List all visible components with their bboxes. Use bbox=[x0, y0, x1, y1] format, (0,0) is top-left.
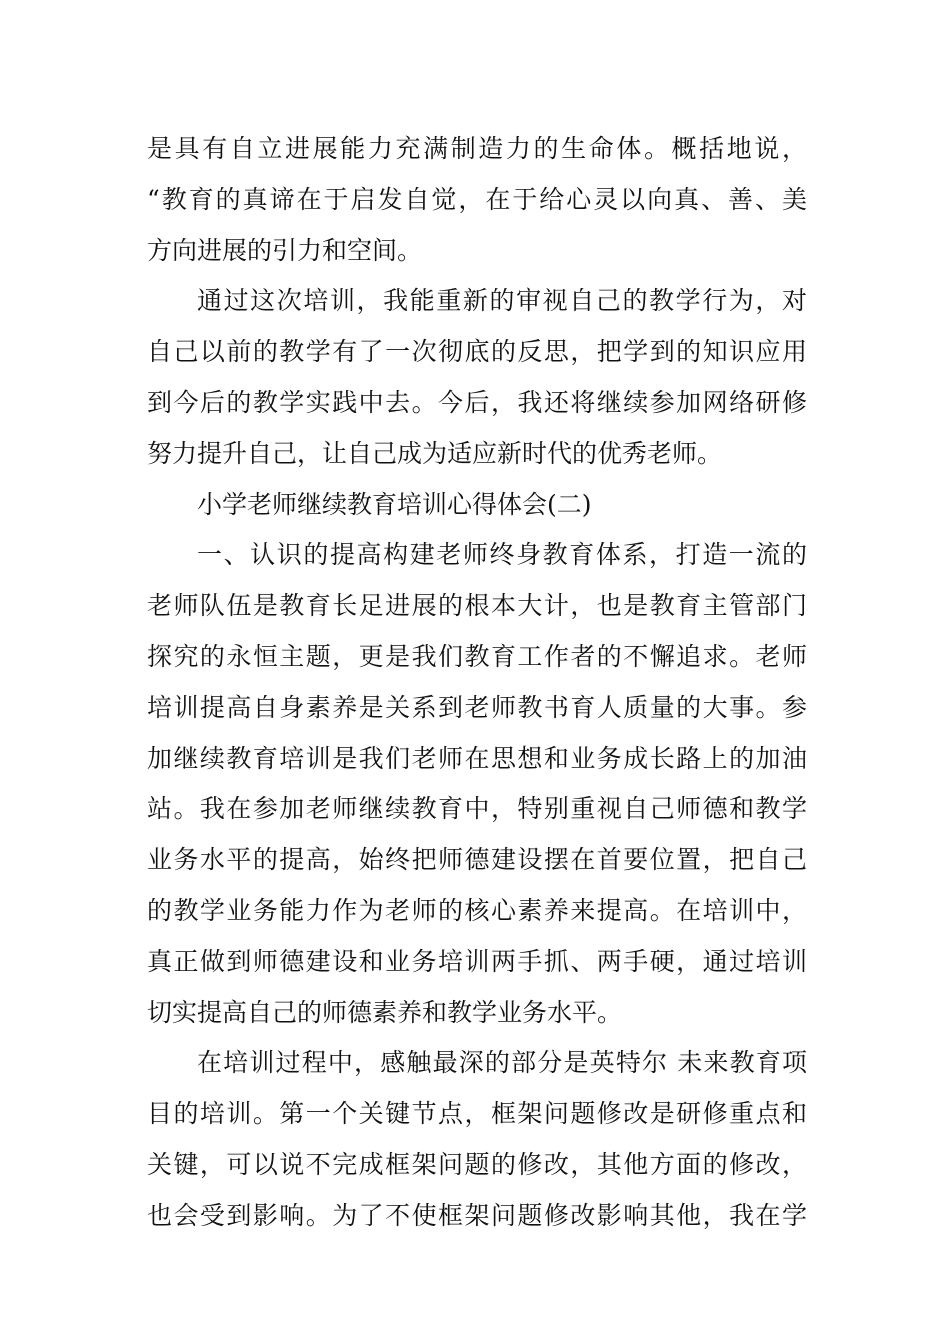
paragraph-line: 培训提高自身素养是关系到老师教书育人质量的大事。参 bbox=[147, 692, 807, 722]
paragraph-line: 站。我在参加老师继续教育中，特别重视自己师德和教学 bbox=[147, 794, 807, 824]
paragraph-line: 老师队伍是教育长足进展的根本大计，也是教育主管部门 bbox=[147, 591, 807, 621]
paragraph-line: 真正做到师德建设和业务培训两手抓、两手硬，通过培训 bbox=[147, 946, 807, 976]
paragraph-line: 目的培训。第一个关键节点，框架问题修改是研修重点和 bbox=[147, 1099, 807, 1129]
paragraph-line: 到今后的教学实践中去。今后，我还将继续参加网络研修 bbox=[147, 387, 807, 417]
section-heading: 小学老师继续教育培训心得体会(二) bbox=[197, 489, 592, 519]
paragraph-line: 也会受到影响。为了不使框架问题修改影响其他，我在学 bbox=[147, 1200, 807, 1230]
document-body bbox=[147, 124, 807, 1242]
paragraph-line: 关键，可以说不完成框架问题的修改，其他方面的修改， bbox=[147, 1149, 807, 1179]
paragraph-line: 探究的永恒主题，更是我们教育工作者的不懈追求。老师 bbox=[147, 641, 807, 671]
paragraph-line: 自己以前的教学有了一次彻底的反思，把学到的知识应用 bbox=[147, 337, 807, 367]
paragraph-line: 一、认识的提高构建老师终身教育体系，打造一流的 bbox=[197, 540, 807, 570]
paragraph-line: 努力提升自己，让自己成为适应新时代的优秀老师。 bbox=[147, 438, 723, 468]
paragraph-line: 切实提高自己的师德素养和教学业务水平。 bbox=[147, 997, 623, 1027]
paragraph-line: 在培训过程中，感触最深的部分是英特尔 未来教育项 bbox=[197, 1048, 807, 1078]
paragraph-line: 业务水平的提高，始终把师德建设摆在首要位置，把自己 bbox=[147, 845, 807, 875]
paragraph-line: 通过这次培训，我能重新的审视自己的教学行为，对 bbox=[197, 286, 807, 316]
paragraph-line: 方向进展的引力和空间。 bbox=[147, 235, 423, 265]
paragraph-line: “教育的真谛在于启发自觉，在于给心灵以向真、善、美 bbox=[147, 184, 807, 214]
paragraph-line: 的教学业务能力作为老师的核心素养来提高。在培训中， bbox=[147, 895, 807, 925]
paragraph-line: 是具有自立进展能力充满制造力的生命体。概括地说， bbox=[147, 134, 807, 163]
paragraph-line: 加继续教育培训是我们老师在思想和业务成长路上的加油 bbox=[147, 743, 807, 773]
